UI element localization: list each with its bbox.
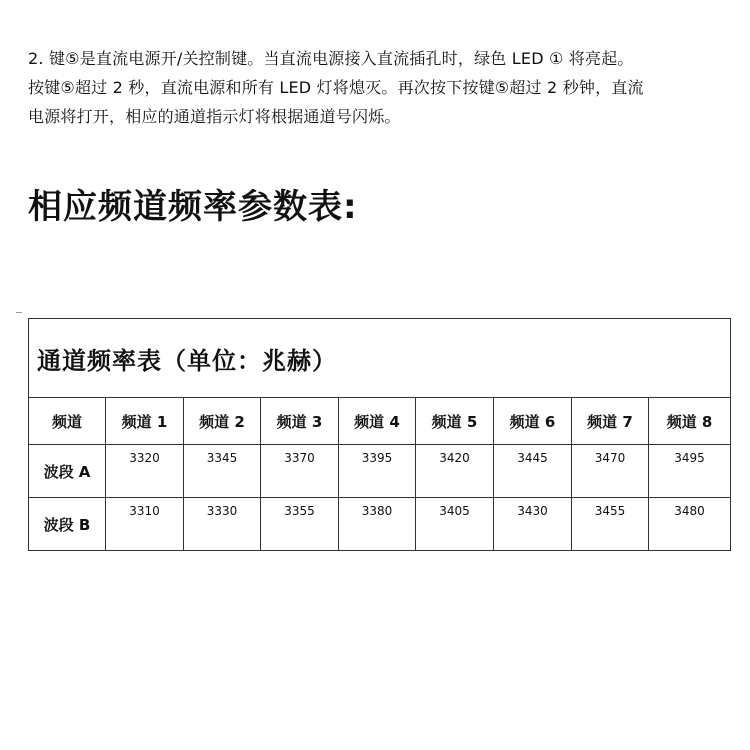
header-cell: 频道 4	[339, 398, 416, 445]
row-label: 波段 B	[29, 498, 106, 551]
header-cell: 频道 5	[416, 398, 494, 445]
table-cell: 3345	[184, 445, 261, 498]
frequency-table	[28, 318, 731, 551]
table-cell: 3330	[184, 498, 261, 551]
header-cell: 频道 2	[184, 398, 261, 445]
table-cell: 3470	[572, 445, 649, 498]
table-cell: 3395	[339, 445, 416, 498]
row-label: 波段 A	[29, 445, 106, 498]
table-cell: 3380	[339, 498, 416, 551]
header-cell-channel: 频道	[29, 398, 106, 445]
section-heading: 相应频道频率参数表:	[28, 187, 358, 227]
table-cell: 3430	[494, 498, 572, 551]
table-caption: 通道频率表（单位：兆赫）	[29, 319, 731, 398]
table-cell: 3370	[261, 445, 339, 498]
table-cell: 3445	[494, 445, 572, 498]
header-cell: 频道 6	[494, 398, 572, 445]
header-cell: 频道 7	[572, 398, 649, 445]
instruction-line: 电源将打开，相应的通道指示灯将根据通道号闪烁。	[28, 107, 401, 126]
table-cell: 3320	[106, 445, 184, 498]
instructions-paragraph	[28, 44, 728, 131]
instruction-line: 2. 键⑤是直流电源开/关控制键。当直流电源接入直流插孔时，绿色 LED ① 将亮起。	[28, 49, 634, 68]
table-row-band-a	[29, 445, 731, 498]
table-cell: 3495	[649, 445, 731, 498]
table-cell: 3420	[416, 445, 494, 498]
table-row-band-b	[29, 498, 731, 551]
table-header-row	[29, 398, 731, 445]
table-cell: 3480	[649, 498, 731, 551]
instruction-line: 按键⑤超过 2 秒，直流电源和所有 LED 灯将熄灭。再次按下按键⑤超过 2 秒钟，直流	[28, 78, 644, 97]
table-cell: 3455	[572, 498, 649, 551]
header-cell: 频道 8	[649, 398, 731, 445]
table-cell: 3310	[106, 498, 184, 551]
header-cell: 频道 1	[106, 398, 184, 445]
table-caption-row	[29, 319, 731, 398]
decorative-mark	[16, 312, 22, 313]
table-cell: 3355	[261, 498, 339, 551]
table-cell: 3405	[416, 498, 494, 551]
header-cell: 频道 3	[261, 398, 339, 445]
